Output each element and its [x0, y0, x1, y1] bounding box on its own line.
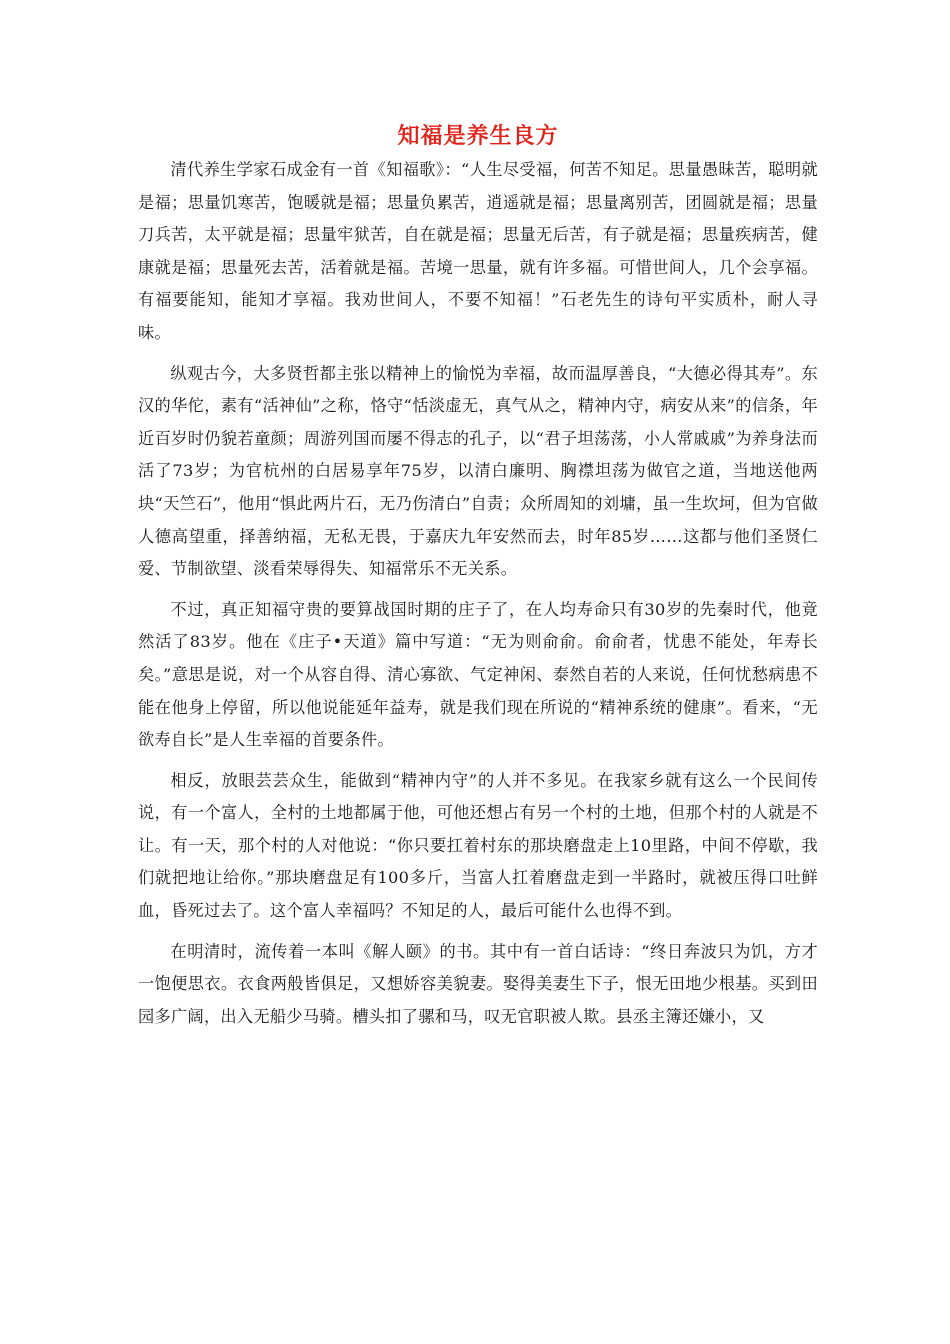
paragraph-5: 在明清时，流传着一本叫《解人颐》的书。其中有一首白话诗：“终日奔波只为饥，方才一饱便思衣。衣食两般皆俱足，又想娇容美貌妻。娶得美妻生下子，恨无田地少根基。买到田园多广阔，出入无船少马骑。槽头扣了骡和马，叹无官职被人欺。县丞主簿还嫌小，又	[138, 941, 818, 1026]
paragraph-2: 纵观古今，大多贤哲都主张以精神上的愉悦为幸福，故而温厚善良，“大德必得其寿”。东汉的华佗，素有“活神仙”之称，恪守“恬淡虚无，真气从之，精神内守，病安从来”的信条，年近百岁时仍貌若童颜；周游列国而屡不得志的孔子，以“君子坦荡荡，小人常戚戚”为养身法而活了73岁；为官杭州的白居易享年75岁，以清白廉明、胸襟坦荡为做官之道，当地送他两块“天竺石”，他用“惧此两片石，无乃伤清白”自责；众所周知的刘墉，虽一生坎坷，但为官做人德高望重，择善纳福，无私无畏，于嘉庆九年安然而去，时年85岁……这都与他们圣贤仁爱、节制欲望、淡看荣辱得失、知福常乐不无关系。	[138, 363, 818, 579]
paragraph-4: 相反，放眼芸芸众生，能做到“精神内守”的人并不多见。在我家乡就有这么一个民间传说，有一个富人，全村的土地都属于他，可他还想占有另一个村的土地，但那个村的人就是不让。有一天，那个村的人对他说：“你只要扛着村东的那块磨盘走上10里路，中间不停歇，我们就把地让给你。”那块磨盘足有100多斤，当富人扛着磨盘走到一半路时，就被压得口吐鲜血，昏死过去了。这个富人幸福吗？不知足的人，最后可能什么也得不到。	[138, 770, 818, 921]
paragraph-3: 不过，真正知福守贵的要算战国时期的庄子了，在人均寿命只有30岁的先秦时代，他竟然活了83岁。他在《庄子•天道》篇中写道：“无为则俞俞。俞俞者，忧患不能处，年寿长矣。”意思是说，对一个从容自得、清心寡欲、气定神闲、泰然自若的人来说，任何忧愁病患不能在他身上停留，所以他说能延年益寿，就是我们现在所说的“精神系统的健康”。看来，“无欲寿自长”是人生幸福的首要条件。	[138, 599, 818, 750]
paragraph-1: 清代养生学家石成金有一首《知福歌》：“人生尽受福，何苦不知足。思量愚昧苦，聪明就是福；思量饥寒苦，饱暖就是福；思量负累苦，逍遥就是福；思量离别苦，团圆就是福；思量刀兵苦，太平就是福；思量牢狱苦，自在就是福；思量无后苦，有子就是福；思量疾病苦，健康就是福；思量死去苦，活着就是福。苦境一思量，就有许多福。可惜世间人，几个会享福。有福要能知，能知才享福。我劝世间人，不要不知福！”石老先生的诗句平实质朴，耐人寻味。	[138, 160, 818, 342]
document-page	[138, 118, 818, 1033]
document-title: 知福是养生良方	[397, 123, 559, 149]
